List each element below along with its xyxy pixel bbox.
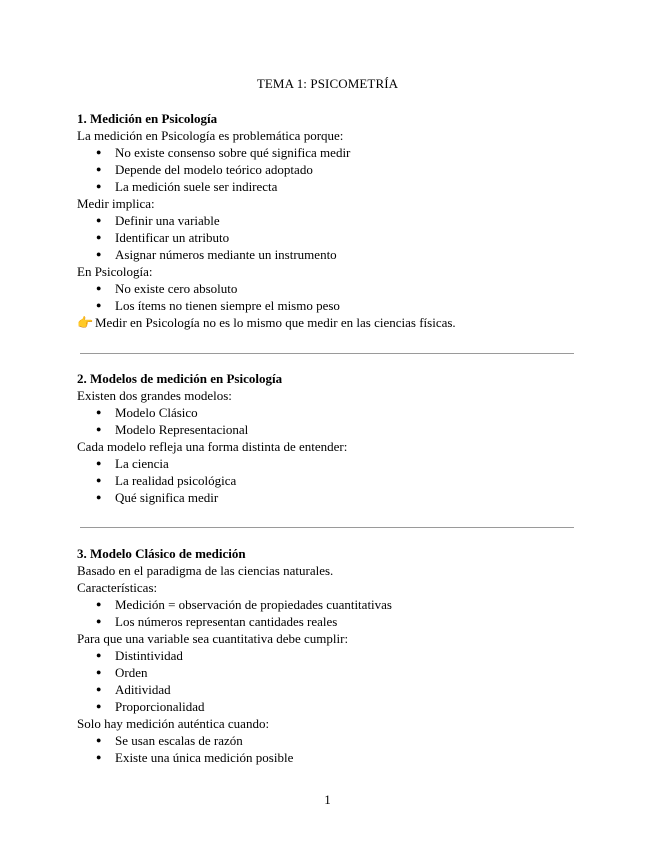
list-item: ● Los ítems no tienen siempre el mismo peso — [77, 297, 597, 314]
paragraph: Solo hay medición auténtica cuando: — [77, 716, 270, 731]
list-item: ● Depende del modelo teórico adoptado — [77, 161, 597, 178]
list-item: ● La medición suele ser indirecta — [77, 178, 597, 195]
paragraph: Existen dos grandes modelos: — [77, 388, 232, 403]
paragraph: En Psicología: — [77, 264, 153, 279]
paragraph: Cada modelo refleja una forma distinta de entender: — [77, 439, 348, 454]
paragraph: Características: — [77, 580, 158, 595]
pointing-hand-icon: 👉 — [77, 316, 94, 331]
list-item: ● Los números representan cantidades reales — [77, 613, 597, 630]
list-item: ● Existe una única medición posible — [77, 749, 597, 766]
list-item: ● Modelo Clásico — [77, 404, 597, 421]
section-heading: 2. Modelos de medición en Psicología — [77, 371, 283, 386]
list-item: ● Modelo Representacional — [77, 421, 597, 438]
note-line — [77, 314, 597, 331]
list-item: ● Medición = observación de propiedades cuantitativas — [77, 596, 597, 613]
list-item: ● Proporcionalidad — [77, 698, 597, 715]
list-item: ● No existe consenso sobre qué significa medir — [77, 144, 597, 161]
list-item: ● Orden — [77, 664, 597, 681]
list-item: ● Asignar números mediante un instrumento — [77, 246, 597, 263]
section-1 — [77, 110, 597, 331]
note-text: Medir en Psicología no es lo mismo que medir en las ciencias físicas. — [95, 315, 456, 330]
section-heading: 3. Modelo Clásico de medición — [77, 546, 246, 561]
list-item: ● Definir una variable — [77, 212, 597, 229]
list-item: ● Qué significa medir — [77, 489, 597, 506]
list-item: ● La realidad psicológica — [77, 472, 597, 489]
divider — [80, 527, 574, 528]
list-item: ● Aditividad — [77, 681, 597, 698]
section-2 — [77, 370, 597, 506]
section-heading: 1. Medición en Psicología — [77, 111, 218, 126]
list-item: ● Identificar un atributo — [77, 229, 597, 246]
page-number: 1 — [324, 792, 331, 807]
section-3 — [77, 545, 597, 766]
document-title: TEMA 1: PSICOMETRÍA — [256, 76, 399, 91]
list-item: ● La ciencia — [77, 455, 597, 472]
paragraph: Basado en el paradigma de las ciencias naturales. — [77, 563, 334, 578]
divider — [80, 353, 574, 354]
paragraph: Para que una variable sea cuantitativa debe cumplir: — [77, 631, 349, 646]
list-item: ● Distintividad — [77, 647, 597, 664]
list-item: ● Se usan escalas de razón — [77, 732, 597, 749]
paragraph: Medir implica: — [77, 196, 155, 211]
paragraph: La medición en Psicología es problemática porque: — [77, 128, 344, 143]
list-item: ● No existe cero absoluto — [77, 280, 597, 297]
